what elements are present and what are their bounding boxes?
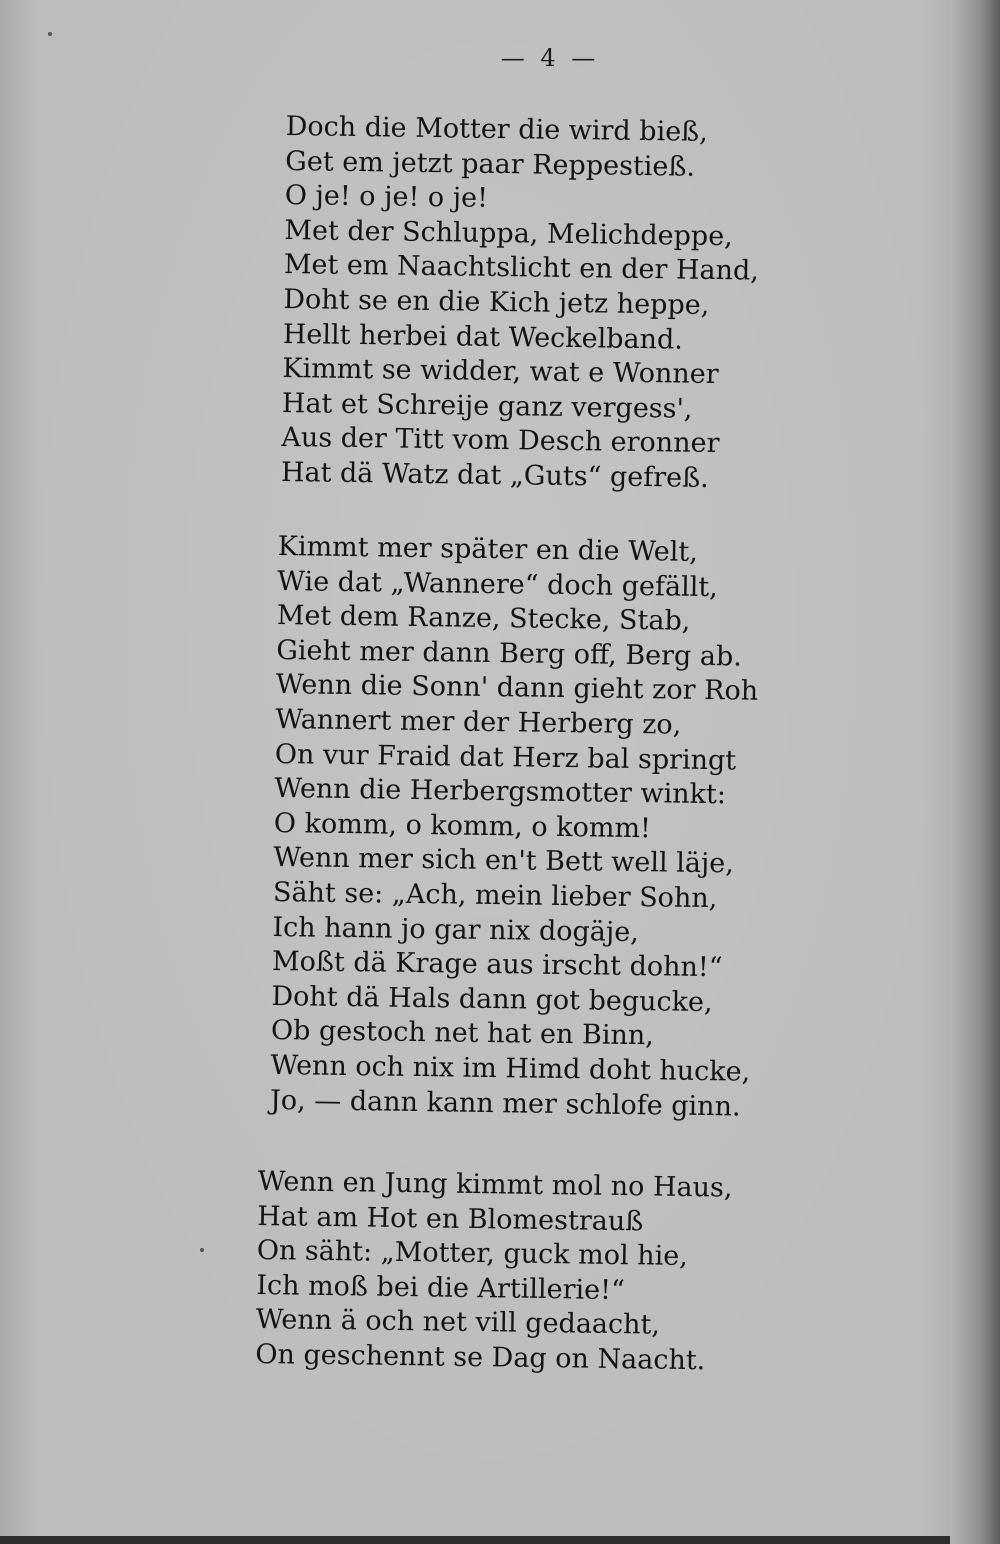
verse-line: Jo, — dann kann mer schlofe ginn. bbox=[269, 1084, 741, 1123]
verse-line: Wenn die Herbergsmotter winkt: bbox=[274, 773, 727, 811]
verse-line: Hat dä Watz dat „Guts“ gefreß. bbox=[280, 456, 709, 494]
verse-line: O komm, o komm, o komm! bbox=[273, 807, 652, 844]
paper-speck bbox=[200, 1248, 204, 1252]
verse-line: Wenn en Jung kimmt mol no Haus, bbox=[257, 1165, 733, 1204]
verse-line: On säht: „Motter, guck mol hie, bbox=[256, 1235, 689, 1273]
verse-line: O je! o je! o je! bbox=[284, 180, 489, 215]
verse-line: Aus der Titt vom Desch eronner bbox=[281, 422, 720, 460]
verse-line: Get em jetzt paar Reppestieß. bbox=[285, 145, 696, 183]
verse-line: Wenn die Sonn' dann gieht zor Roh bbox=[275, 669, 759, 708]
verse-line: Wannert mer der Herberg zo, bbox=[275, 703, 682, 741]
verse-line: Doch die Motter die wird bieß, bbox=[285, 110, 709, 148]
verse-line: Wenn och nix im Himd doht hucke, bbox=[270, 1049, 751, 1088]
verse-line: Met der Schluppa, Melichdeppe, bbox=[284, 214, 733, 253]
stanza-2 bbox=[270, 530, 760, 1125]
verse-line: On geschennt se Dag on Naacht. bbox=[255, 1338, 706, 1377]
verse-line: Moßt dä Krage aus irscht dohn!“ bbox=[271, 946, 723, 984]
verse-line: Gieht mer dann Berg off, Berg ab. bbox=[276, 634, 743, 673]
verse-line: Wenn ä och net vill gedaacht, bbox=[255, 1304, 661, 1342]
verse-line: Kimmt se widder, wat e Wonner bbox=[282, 353, 719, 391]
verse-line: Hellt herbei dat Weckelband. bbox=[282, 318, 684, 356]
page-number: — 4 — bbox=[500, 44, 600, 72]
verse-line: Hat am Hot en Blomestrauß bbox=[257, 1200, 644, 1237]
verse-line: Doht se en die Kich jetz heppe, bbox=[283, 283, 710, 321]
paper-speck bbox=[48, 32, 52, 36]
verse-line: On vur Fraid dat Herz bal springt bbox=[274, 738, 737, 776]
verse-line: Doht dä Hals dann got begucke, bbox=[271, 980, 713, 1018]
next-page-edge bbox=[950, 0, 1000, 1544]
stanza-3 bbox=[255, 1165, 733, 1379]
verse-line: Hat et Schreije ganz vergess', bbox=[281, 387, 693, 425]
verse-line: Ich hann jo gar nix dogäje, bbox=[272, 911, 640, 948]
verse-line: Met dem Ranze, Stecke, Stab, bbox=[276, 600, 691, 637]
verse-line: Säht se: „Ach, mein lieber Sohn, bbox=[272, 876, 718, 915]
verse-line: Kimmt mer später en die Welt, bbox=[277, 530, 699, 568]
stanza-1 bbox=[281, 110, 761, 497]
verse-line: Ob gestoch net hat en Binn, bbox=[270, 1015, 655, 1052]
verse-line: Wie dat „Wannere“ doch gefällt, bbox=[277, 565, 718, 603]
verse-line: Met em Naachtslicht en der Hand, bbox=[283, 249, 760, 287]
verse-line: Wenn mer sich en't Bett well läje, bbox=[273, 842, 735, 880]
verse-line: Ich moß bei die Artillerie!“ bbox=[256, 1269, 626, 1306]
